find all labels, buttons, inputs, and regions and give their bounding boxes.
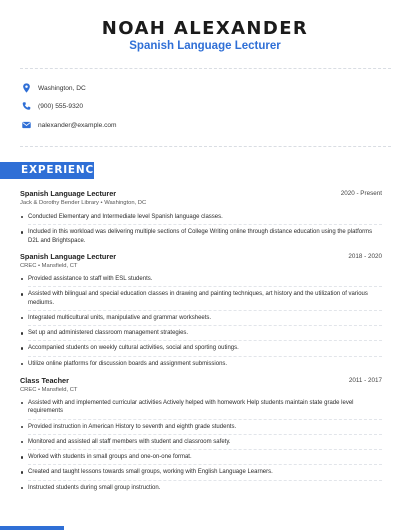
job-entry-bullets xyxy=(20,399,382,492)
experience-heading: EXPERIENCE xyxy=(0,162,94,179)
experience-entry xyxy=(20,252,382,368)
list-item: Included in this workload was delivering multiple sections of College Writing online through distance education using the platforms D2L and Brightspace. xyxy=(20,228,382,245)
contact-location xyxy=(20,82,86,94)
list-item: Monitored and assisted all staff members with student and classroom safety. xyxy=(20,438,382,446)
job-entry-dates: 2020 - Present xyxy=(340,190,382,197)
candidate-name: NOAH ALEXANDER xyxy=(101,18,309,39)
location-pin-icon xyxy=(22,83,31,93)
bullet-divider xyxy=(28,325,382,326)
bullet-divider xyxy=(28,464,382,465)
bullet-divider xyxy=(28,356,382,357)
job-entry-org: CREC • Mansfield, CT xyxy=(20,387,78,393)
footer-accent-bar xyxy=(0,526,64,530)
job-entry-bullets xyxy=(20,213,382,245)
experience-entry xyxy=(20,376,382,492)
contact-email-text: nalexander@example.com xyxy=(38,121,117,129)
list-item: Integrated multicultural units, manipulative and grammar worksheets. xyxy=(20,314,382,322)
experience-entry xyxy=(20,189,382,245)
bullet-divider xyxy=(28,224,382,225)
bullet-divider xyxy=(28,286,382,287)
phone-icon xyxy=(22,101,31,111)
list-item: Utilize online platforms for discussion boards and assignment submissions. xyxy=(20,360,382,368)
job-entry-org: Jack & Dorothy Bender Library • Washington, DC xyxy=(20,200,147,206)
email-icon xyxy=(22,120,31,130)
list-item: Provided assistance to staff with ESL students. xyxy=(20,275,382,283)
job-entry-dates: 2018 - 2020 xyxy=(348,253,382,260)
list-item: Set up and administered classroom management strategies. xyxy=(20,329,382,337)
bullet-divider xyxy=(28,310,382,311)
list-item: Conducted Elementary and Intermediate level Spanish language classes. xyxy=(20,213,382,221)
job-title: Spanish Language Lecturer xyxy=(129,40,281,52)
contact-email xyxy=(20,119,117,131)
contact-phone-text: (900) 555-9320 xyxy=(38,102,84,110)
list-item: Assisted with bilingual and special education classes in drawing and painting techniques, art history and the utilization of various mediums. xyxy=(20,290,382,307)
header-divider xyxy=(20,68,391,69)
contact-phone xyxy=(20,100,83,112)
bullet-divider xyxy=(28,419,382,420)
list-item: Instructed students during small group instruction. xyxy=(20,484,382,492)
contact-divider xyxy=(20,146,391,147)
contact-location-text: Washington, DC xyxy=(38,84,86,92)
list-item: Worked with students in small groups and one-on-one format. xyxy=(20,453,382,461)
bullet-divider xyxy=(28,434,382,435)
job-entry-title: Spanish Language Lecturer xyxy=(20,252,117,261)
bullet-divider xyxy=(28,449,382,450)
job-entry-title: Class Teacher xyxy=(20,376,69,385)
bullet-divider xyxy=(28,480,382,481)
job-entry-dates: 2011 - 2017 xyxy=(348,377,382,384)
bullet-divider xyxy=(28,340,382,341)
job-entry-title: Spanish Language Lecturer xyxy=(20,189,117,198)
list-item: Created and taught lessons towards small groups, working with English Language Learners. xyxy=(20,468,382,476)
list-item: Provided instruction in American History to seventh and eighth grade students. xyxy=(20,423,382,431)
list-item: Accompanied students on weekly cultural activities, social and sporting outings. xyxy=(20,344,382,352)
job-entry-bullets xyxy=(20,275,382,368)
list-item: Assisted with and implemented curricular activities Actively helped with homework Help students maintain state grade level requirements xyxy=(20,399,382,416)
job-entry-org: CREC • Mansfield, CT xyxy=(20,263,78,269)
